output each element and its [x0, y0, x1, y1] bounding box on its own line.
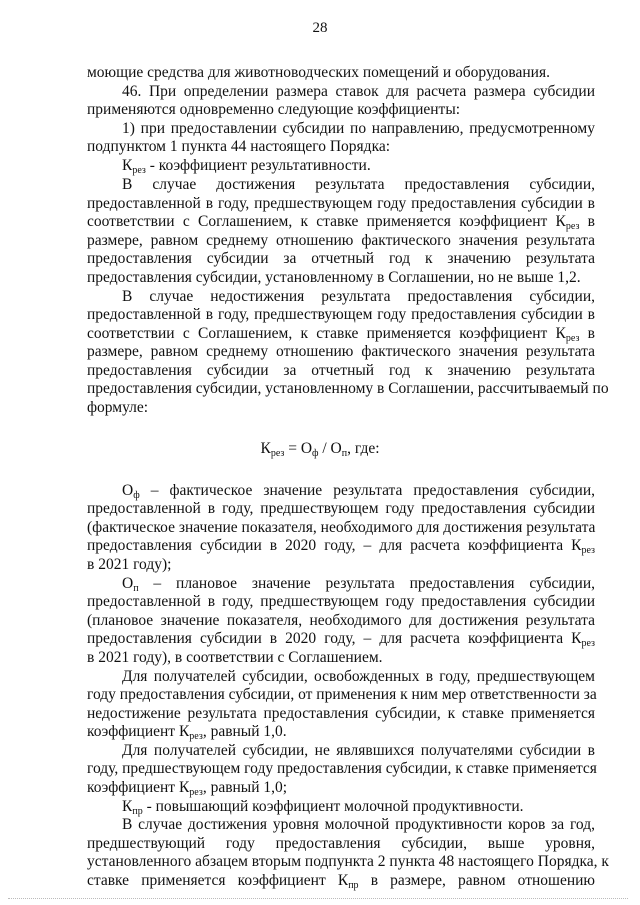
paragraph-line: коэффициент $К_{рез}$, равный 1,0.	[87, 723, 287, 742]
paragraph-line: году, предшествующем году предоставления субсидии, к ставке применяется	[87, 760, 597, 777]
paragraph-line: В случае достижения уровня молочной продуктивности коров за год,	[122, 816, 595, 833]
paragraph-line: предоставленной в году, предшествующем году предоставления субсидии	[87, 593, 595, 610]
paragraph-line: соответствии с Соглашением, к ставке применяется коэффициент $К_{рез}$ в	[87, 325, 595, 344]
paragraph-line: размере, равном среднему отношению фактического значения результата	[87, 232, 595, 249]
paragraph-line: (плановое значение показателя, необходимого для достижения результата	[87, 612, 595, 629]
paragraph-line: В случае достижения результата предоставления субсидии,	[122, 176, 595, 193]
paragraph-line: предоставления субсидии в 2020 году, – для расчета коэффициента $К_{рез}$	[87, 630, 595, 649]
page-number: 28	[312, 20, 328, 36]
paragraph-line: недостижение результата предоставления субсидии, к ставке применяется	[87, 705, 595, 722]
paragraph-line: в 2021 году), в соответствии с Соглашением.	[87, 649, 383, 666]
paragraph-line: моющие средства для животноводческих помещений и оборудования.	[87, 64, 550, 81]
paragraph-line: предоставленной в году, предшествующем году предоставления субсидии в	[87, 306, 595, 323]
paragraph-line: предоставления субсидии в 2020 году, – для расчета коэффициента $К_{рез}$	[87, 537, 595, 556]
paragraph-line: предоставленной в году, предшествующем году предоставления субсидии	[87, 500, 595, 517]
paragraph-line: формуле:	[87, 399, 149, 416]
paragraph-line: предоставления субсидии, установленному в Соглашении, рассчитываемый по	[87, 380, 609, 397]
paragraph-line: предоставления субсидии за отчетный год к значению результата	[87, 362, 595, 379]
paragraph-line: применяются одновременно следующие коэффициенты:	[87, 101, 461, 118]
paragraph-line: подпунктом 1 пункта 44 настоящего Порядка:	[87, 138, 391, 155]
paragraph-line: предоставления субсидии за отчетный год к значению результата	[87, 250, 595, 267]
paragraph-line: 46. При определении размера ставок для расчета размера субсидии	[122, 83, 595, 100]
page-bottom-edge	[8, 898, 628, 899]
paragraph-line: предшествующий году предоставления субсидии, выше уровня,	[87, 835, 595, 852]
paragraph-line: (фактическое значение показателя, необходимого для достижения результата	[87, 519, 596, 536]
paragraph-line: году предоставления субсидии, от применения к ним мер ответственности за	[87, 686, 597, 703]
paragraph-line: $К_{пр}$ - повышающий коэффициент молочной продуктивности.	[122, 798, 524, 817]
paragraph-line: соответствии с Соглашением, к ставке применяется коэффициент $К_{рез}$ в	[87, 213, 595, 232]
paragraph-line: 1) при предоставлении субсидии по направлению, предусмотренному	[122, 120, 595, 137]
paragraph-line: предоставленной в году, предшествующем году предоставления субсидии в	[87, 195, 595, 212]
paragraph-line: размере, равном среднему отношению фактического значения результата	[87, 343, 595, 360]
paragraph-line: установленного абзацем вторым подпункта 2 пункта 48 настоящего Порядка, к	[87, 853, 609, 870]
paragraph-line: ставке применяется коэффициент $К_{пр}$ в размере, равном отношению	[87, 872, 596, 891]
paragraph-line: Для получателей субсидии, не являвшихся получателями субсидии в	[122, 742, 595, 759]
paragraph-line: Для получателей субсидии, освобожденных в году, предшествующем	[122, 668, 595, 685]
paragraph-line: предоставления субсидии, установленному в Соглашении, но не выше 1,2.	[87, 269, 581, 286]
formula: $К_{рез} = О_ф / О_п$, где:	[260, 440, 380, 459]
paragraph-line: В случае недостижения результата предоставления субсидии,	[122, 288, 595, 305]
paragraph-line: $К_{рез}$ - коэффициент результативности.	[122, 157, 371, 176]
paragraph-line: коэффициент $К_{рез}$, равный 1,0;	[87, 779, 288, 798]
paragraph-line: в 2021 году);	[87, 556, 172, 573]
paragraph-line: $О_п$ – плановое значение результата предоставления субсидии,	[122, 575, 595, 594]
paragraph-line: $О_ф$ – фактическое значение результата предоставления субсидии,	[122, 482, 595, 501]
